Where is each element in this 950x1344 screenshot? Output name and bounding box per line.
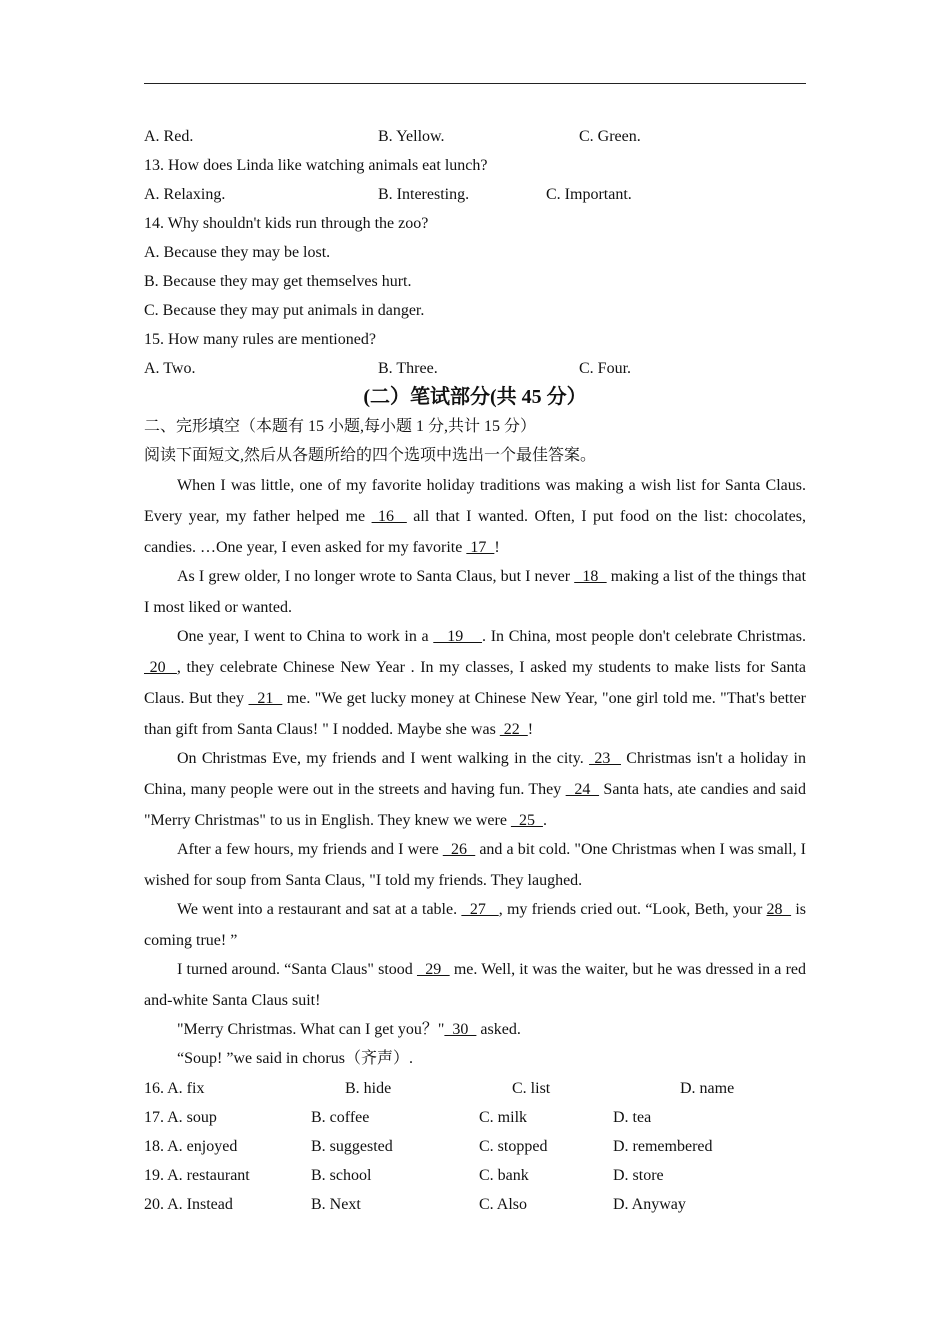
text: On Christmas Eve, my friends and I went walking in the city.: [177, 750, 590, 767]
choice-b: B. Next: [311, 1196, 361, 1213]
section-title: (二）笔试部分(共 45 分）: [363, 386, 587, 408]
blank-22: 22: [499, 721, 528, 738]
choice-a: 17. A. soup: [144, 1109, 217, 1126]
q14-option-a: A. Because they may be lost.: [144, 244, 331, 261]
instruction: 阅读下面短文,然后从各题所给的四个选项中选出一个最佳答案。: [144, 447, 597, 464]
passage-paragraph-2: [144, 561, 806, 623]
option-b: B. Yellow.: [378, 128, 445, 145]
blank-27: 27: [461, 901, 499, 918]
q15-question: 15. How many rules are mentioned?: [144, 331, 376, 348]
blank-30: 30: [444, 1021, 477, 1038]
choice-d: D. tea: [613, 1109, 652, 1126]
passage-paragraph-1: [144, 470, 806, 563]
choice-c: C. stopped: [479, 1138, 548, 1155]
choice-d: D. name: [680, 1080, 735, 1097]
part-heading: 二、完形填空（本题有 15 小题,每小题 1 分,共计 15 分）: [144, 418, 537, 435]
blank-20: 20: [144, 659, 177, 676]
text: Santa hats, ate candies and said "Merry Christmas" to us in English. They knew we were: [144, 781, 807, 829]
header-rule: [144, 83, 806, 84]
option-c: C. Important.: [546, 186, 632, 203]
choice-d: D. Anyway: [613, 1196, 686, 1213]
choice-row: [144, 1132, 806, 1161]
q14-option-b: B. Because they may get themselves hurt.: [144, 273, 412, 290]
text: all that I wanted. Often, I put food on the list: chocolates, candies. …One year, I even asked for my favorite: [144, 508, 806, 556]
passage-paragraph-9: [144, 1043, 806, 1074]
choice-a: 16. A. fix: [144, 1080, 205, 1097]
text: After a few hours, my friends and I were: [177, 841, 443, 858]
blank-26: 26: [442, 841, 476, 858]
choice-a: 18. A. enjoyed: [144, 1138, 238, 1155]
choice-b: B. school: [311, 1167, 372, 1184]
blank-18: 18: [574, 568, 607, 585]
text: me. Well, it was the waiter, but he was dressed in a red and-white Santa Claus suit!: [144, 961, 806, 1009]
option-b: B. Three.: [378, 360, 438, 377]
option-a: A. Relaxing.: [144, 186, 226, 203]
blank-24: 24: [565, 781, 600, 798]
choice-d: D. store: [613, 1167, 664, 1184]
choice-c: C. milk: [479, 1109, 528, 1126]
text: making a list of the things that I most liked or wanted.: [144, 568, 807, 616]
choice-row: [144, 1103, 806, 1132]
text: When I was little, one of my favorite holiday traditions was making a wish list for Santa Claus. Every year, my father helped me: [144, 477, 806, 525]
text: "Merry Christmas. What can I get you？": [177, 1021, 445, 1038]
q12-options: [144, 122, 806, 151]
choice-c: C. list: [512, 1080, 551, 1097]
text: As I grew older, I no longer wrote to Santa Claus, but I never: [177, 568, 575, 585]
blank-23: 23: [589, 750, 621, 767]
text: !: [527, 721, 534, 738]
q14-question: 14. Why shouldn't kids run through the zoo?: [144, 215, 429, 232]
choice-c: C. bank: [479, 1167, 529, 1184]
text: . In China, most people don't celebrate Christmas.: [482, 628, 807, 645]
choice-a: 19. A. restaurant: [144, 1167, 250, 1184]
text: and a bit cold. "One Christmas when I was small, I wished for soup from Santa Claus, "I told my friends. They laughed.: [144, 841, 806, 889]
choice-b: B. suggested: [311, 1138, 393, 1155]
q14-option-c: C. Because they may put animals in danger.: [144, 302, 425, 319]
choice-row: [144, 1161, 806, 1190]
passage-paragraph-7: [144, 954, 806, 1016]
passage-paragraph-3: [144, 621, 806, 745]
blank-17: 17: [466, 539, 495, 556]
blank-21: 21: [248, 690, 283, 707]
option-c: C. Four.: [579, 360, 632, 377]
choice-c: C. Also: [479, 1196, 528, 1213]
exam-page: [144, 122, 806, 1219]
choice-a: 20. A. Instead: [144, 1196, 233, 1213]
text: is coming true! ”: [144, 901, 807, 949]
passage-paragraph-8: [144, 1014, 806, 1045]
option-a: A. Red.: [144, 128, 194, 145]
passage-paragraph-5: [144, 834, 806, 896]
text: .: [542, 812, 547, 829]
text: We went into a restaurant and sat at a table.: [177, 901, 462, 918]
choice-b: B. coffee: [311, 1109, 370, 1126]
choice-d: D. remembered: [613, 1138, 713, 1155]
text: , they celebrate Chinese New Year . In my classes, I asked my students to make lists for Santa Claus. But they: [144, 659, 807, 707]
text: !: [494, 539, 500, 556]
blank-19: 19: [433, 628, 483, 645]
text: asked.: [476, 1021, 521, 1038]
blank-28: 28: [766, 901, 792, 918]
blank-16: 16: [371, 508, 407, 525]
option-c: C. Green.: [579, 128, 641, 145]
text: me. "We get lucky money at Chinese New Year, "one girl told me. "That's better than gift from Santa Claus! " I nodded. Maybe she was: [144, 690, 807, 738]
blank-29: 29: [416, 961, 450, 978]
blank-25: 25: [510, 812, 543, 829]
option-a: A. Two.: [144, 360, 196, 377]
text: Christmas isn't a holiday in China, many people were out in the streets and having fun. They: [144, 750, 807, 798]
option-b: B. Interesting.: [378, 186, 470, 203]
choice-row: [144, 1074, 806, 1103]
q13-question: 13. How does Linda like watching animals eat lunch?: [144, 157, 488, 174]
q15-options: [144, 354, 806, 383]
text: I turned around. “Santa Claus" stood: [177, 961, 417, 978]
q13-options: [144, 180, 806, 209]
passage-paragraph-6: [144, 894, 806, 956]
text: “Soup! ”we said in chorus（齐声）.: [177, 1050, 413, 1067]
passage-paragraph-4: [144, 743, 806, 836]
choice-b: B. hide: [345, 1080, 392, 1097]
choice-row: [144, 1190, 806, 1219]
text: , my friends cried out. “Look, Beth, your: [498, 901, 767, 918]
text: One year, I went to China to work in a: [177, 628, 434, 645]
